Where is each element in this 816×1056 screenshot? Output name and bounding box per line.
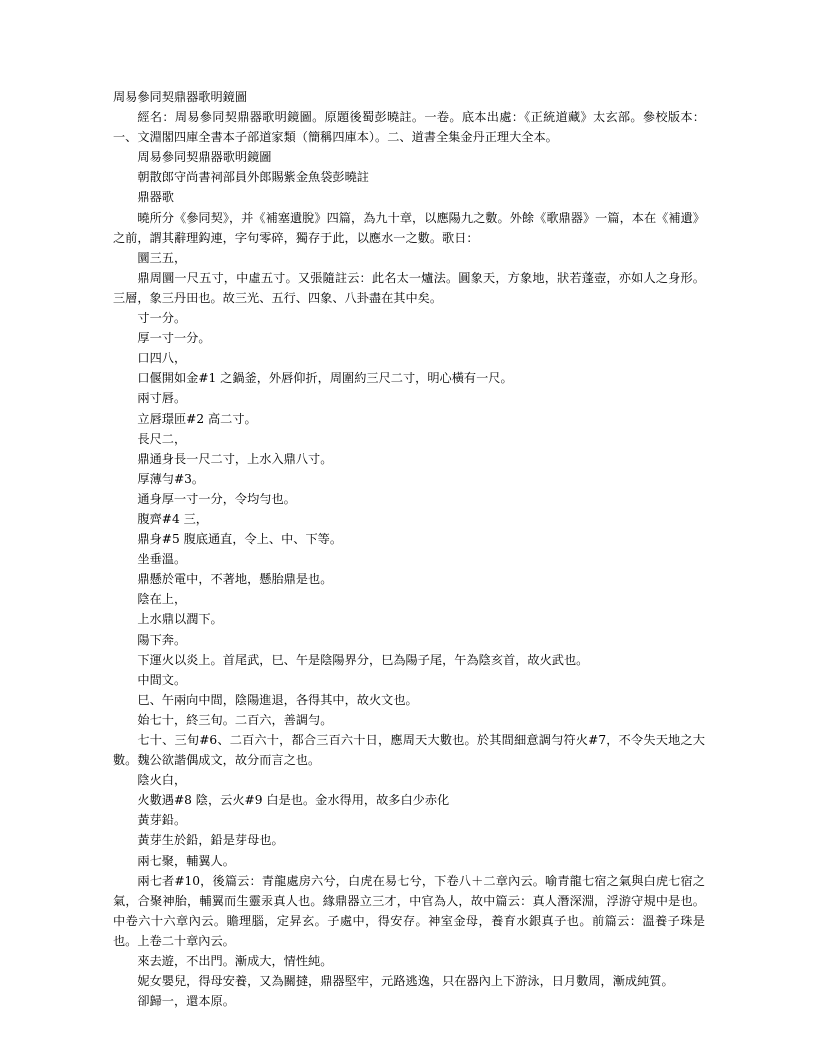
preface-paragraph: 曉所分《參同契》，并《補塞遺脫》四篇，為九十章，以應陽九之數。外餘《歌鼎器》一篇，本在《補遺》之前，謂其辭理鈎連，字句零碎，獨存于此，以應水一之數。歌日： bbox=[113, 210, 705, 245]
commentary-paragraph: 鼎身#5 腹底通直，令上、中、下等。 bbox=[137, 532, 343, 547]
commentary-paragraph: 厚一寸一分。 bbox=[137, 331, 211, 346]
commentary-paragraph: 立唇璟匝#2 高二寸。 bbox=[137, 411, 257, 426]
commentary-paragraph: 七十、三旬#6、二百六十，都合三百六十日，應周天大數也。於其間細意調勻符火#7，不令失天地之大數。魏公欲諧偶成文，故分而言之也。 bbox=[113, 733, 705, 768]
verse-line: 腹齊#4 三， bbox=[137, 511, 208, 526]
verse-line: 口四八， bbox=[137, 351, 187, 366]
commentary-paragraph: 鼎通身長一尺二寸，上水入鼎八寸。 bbox=[137, 451, 333, 466]
commentary-paragraph: 鼎周圜一尺五寸，中虛五寸。又張隨註云：此名太一爐法。圓象天，方象地，狀若蓬壺，亦如人之身形。三層，象三丹田也。故三光、五行、四象、八卦盡在其中矣。 bbox=[113, 270, 705, 305]
scripture-name-paragraph: 經名：周易參同契鼎器歌明鏡圖。原題後蜀彭曉註。一卷。底本出處：《正統道藏》太玄部。參校版本：一、文淵閣四庫全書本子部道家類（簡稱四庫本）。二、道書全集金丹正理大全本。 bbox=[113, 110, 705, 145]
verse-line: 陽下奔。 bbox=[137, 632, 187, 647]
verse-line: 兩寸唇。 bbox=[137, 391, 187, 406]
verse-line: 坐垂溫。 bbox=[137, 552, 187, 567]
commentary-paragraph: 兩七者#10，後篇云：青龍處房六兮，白虎在易七兮，下卷八＋二章內云。喻青龍七宿之氣與白虎七宿之氣，合聚神胎，輔翼而生靈汞真人也。緣鼎器立三才，中官為人，故中篇云：真人潛深淵，浮游守規中是也。中卷六十六章內云。贍理腦，定昇玄。子處中，得安存。神室金母，養育水銀真子也。前篇云：溫養子珠是也。上卷二十章內云。 bbox=[113, 873, 705, 948]
verse-line: 陰在上， bbox=[137, 592, 187, 607]
verse-line: 始七十，終三旬。二百六，善調勻。 bbox=[137, 712, 333, 727]
text-column bbox=[113, 87, 705, 1011]
verse-line: 中間文。 bbox=[137, 672, 187, 687]
verse-line: 卻歸一，還本原。 bbox=[137, 994, 235, 1009]
section-heading-dingqige: 鼎器歌 bbox=[137, 190, 174, 205]
verse-line: 厚薄勻#3。 bbox=[137, 471, 205, 486]
commentary-paragraph: 口偃開如金#1 之鍋釜，外唇仰折，周圍約三尺二寸，明心橫有一尺。 bbox=[137, 371, 513, 386]
commentary-paragraph: 通身厚一寸一分，令均勻也。 bbox=[137, 491, 296, 506]
verse-line: 圜三五， bbox=[137, 250, 187, 265]
commentary-paragraph: 黃芽生於鉛，鉛是芽母也。 bbox=[137, 833, 284, 848]
commentary-paragraph: 火數遇#8 陰，云火#9 白是也。金水得用，故多白少赤化 bbox=[137, 793, 450, 808]
verse-line: 來去遊，不出門。漸成大，情性純。 bbox=[137, 954, 333, 969]
verse-line: 黃芽鉛。 bbox=[137, 813, 187, 828]
verse-line: 長尺二， bbox=[137, 431, 187, 446]
verse-line: 兩七聚，輔翼人。 bbox=[137, 853, 235, 868]
commentary-paragraph: 上水鼎以潤下。 bbox=[137, 612, 223, 627]
commentary-paragraph: 巳、午兩向中間，陰陽進退，各得其中，故火文也。 bbox=[137, 692, 418, 707]
verse-line: 陰火白， bbox=[137, 773, 187, 788]
document-title: 周易參同契鼎器歌明鏡圖 bbox=[113, 90, 248, 104]
verse-line: 寸一分。 bbox=[137, 311, 187, 326]
commentary-paragraph: 妮女嬰兒，得母安養，又為關撻，鼎器堅牢，元路逃逸，只在器內上下游泳，日月數周，漸成純質。 bbox=[137, 974, 674, 989]
commentary-paragraph: 鼎懸於電中，不著地，懸胎鼎是也。 bbox=[137, 572, 333, 587]
commentary-paragraph: 下運火以炎上。首尾武，巳、午是陰陽界分，巳為陽子尾，午為陰亥首，故火武也。 bbox=[137, 652, 589, 667]
inner-title-line: 周易參同契鼎器歌明鏡圖 bbox=[137, 150, 272, 165]
annotator-line: 朝散郎守尚書祠部員外郎賜紫金魚袋彭曉註 bbox=[137, 170, 369, 185]
